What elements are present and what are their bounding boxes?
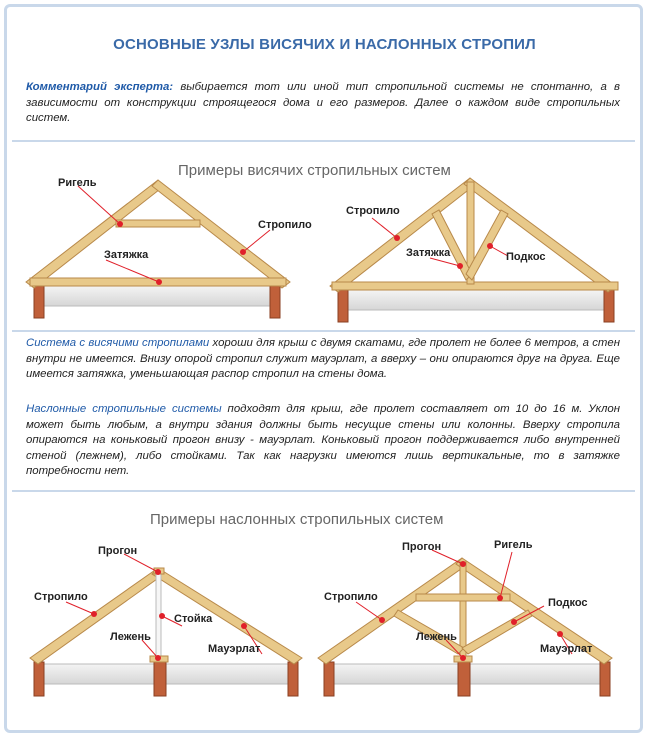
label-mauerlat: Мауэрлат bbox=[208, 643, 261, 655]
rafter-left bbox=[26, 180, 164, 288]
expert-comment bbox=[26, 80, 620, 127]
expert-comment-lead: Комментарий эксперта: bbox=[26, 81, 174, 93]
wall bbox=[38, 286, 278, 306]
label-rigel: Ригель bbox=[494, 539, 533, 551]
figure2-title: Примеры наслонных стропильных систем bbox=[150, 511, 444, 528]
label-stropilo: Стропило bbox=[258, 219, 312, 231]
wall bbox=[342, 290, 610, 310]
brick-center bbox=[154, 662, 166, 696]
label-stoyka: Стойка bbox=[174, 613, 213, 625]
brick-left bbox=[324, 662, 334, 696]
hanging-description-text: хороши для крыш с двумя скатами, где пролет не более 6 метров, а стен внутри не имеется. Внизу опорой стропил служит мауэрлат, а вверху – они опираются друг на друга. Еще имеется затяжка, уменьшающая распор стропил на стены дома. bbox=[26, 337, 621, 381]
expert-comment-text: выбирается тот или иной тип стропильной системы не спонтанно, а в зависимости от конструкции строящегося дома и его размеров. Далее о каждом виде стропильных систем. bbox=[26, 81, 620, 125]
brick-right bbox=[600, 662, 610, 696]
strut-right bbox=[462, 610, 532, 654]
wall bbox=[40, 664, 294, 684]
collar-beam bbox=[416, 594, 510, 601]
label-stropilo: Стропило bbox=[34, 591, 88, 603]
label-mauerlat: Мауэрлат bbox=[540, 643, 593, 655]
rafter-left bbox=[30, 568, 164, 664]
strut-left bbox=[432, 210, 472, 280]
label-progon: Прогон bbox=[98, 545, 138, 557]
label-lezhen: Лежень bbox=[416, 631, 457, 643]
separator bbox=[12, 490, 635, 492]
figure-hanging-rafters bbox=[12, 142, 635, 330]
brick-right bbox=[288, 662, 298, 696]
label-podkos: Подкос bbox=[506, 251, 546, 263]
rafter-left bbox=[318, 558, 468, 664]
truss-left-layered bbox=[30, 545, 302, 696]
post bbox=[460, 562, 466, 660]
rafter-left bbox=[330, 178, 476, 292]
figure-layered-rafters bbox=[12, 494, 635, 726]
brick-left bbox=[338, 290, 348, 322]
brick-center bbox=[458, 662, 470, 696]
layered-description-lead: Наслонные стропильные системы bbox=[26, 403, 222, 415]
label-lezhen: Лежень bbox=[110, 631, 151, 643]
label-zatyazhka: Затяжка bbox=[406, 247, 451, 259]
hanging-description-lead: Система с висячими стропилами bbox=[26, 337, 210, 349]
brick-right bbox=[604, 290, 614, 322]
brick-left bbox=[34, 286, 44, 318]
layered-description bbox=[26, 402, 620, 480]
label-stropilo: Стропило bbox=[324, 591, 378, 603]
truss-right-layered bbox=[318, 539, 612, 696]
label-rigel: Ригель bbox=[58, 177, 97, 189]
collar-beam bbox=[116, 220, 200, 227]
label-zatyazhka: Затяжка bbox=[104, 249, 149, 261]
truss-left-hanging bbox=[26, 177, 312, 318]
label-progon: Прогон bbox=[402, 541, 442, 553]
truss-right-hanging bbox=[330, 178, 618, 322]
rafter-right bbox=[152, 180, 290, 288]
tie-beam bbox=[332, 282, 618, 290]
label-podkos: Подкос bbox=[548, 597, 588, 609]
brick-left bbox=[34, 662, 44, 696]
page-title: ОСНОВНЫЕ УЗЛЫ ВИСЯЧИХ И НАСЛОННЫХ СТРОПИЛ bbox=[113, 36, 536, 53]
label-stropilo: Стропило bbox=[346, 205, 400, 217]
figure1-title: Примеры висячих стропильных систем bbox=[178, 162, 451, 179]
separator bbox=[12, 330, 635, 332]
brick-right bbox=[270, 286, 280, 318]
hanging-description bbox=[26, 336, 620, 383]
layered-description-text: подходят для крыш, где пролет составляет от 10 до 16 м. Уклон может быть любым, а внутри здания должны быть несущие стены или колонны. Вверху стропила опираются на коньковый прогон внизу - мауэрлат. Коньковый прогон поддерживается либо внутренней стеной (лежнем), либо стойками. Так как нагрузки имеются лишь вертикальные, то в затяжке потребности нет. bbox=[26, 403, 620, 478]
